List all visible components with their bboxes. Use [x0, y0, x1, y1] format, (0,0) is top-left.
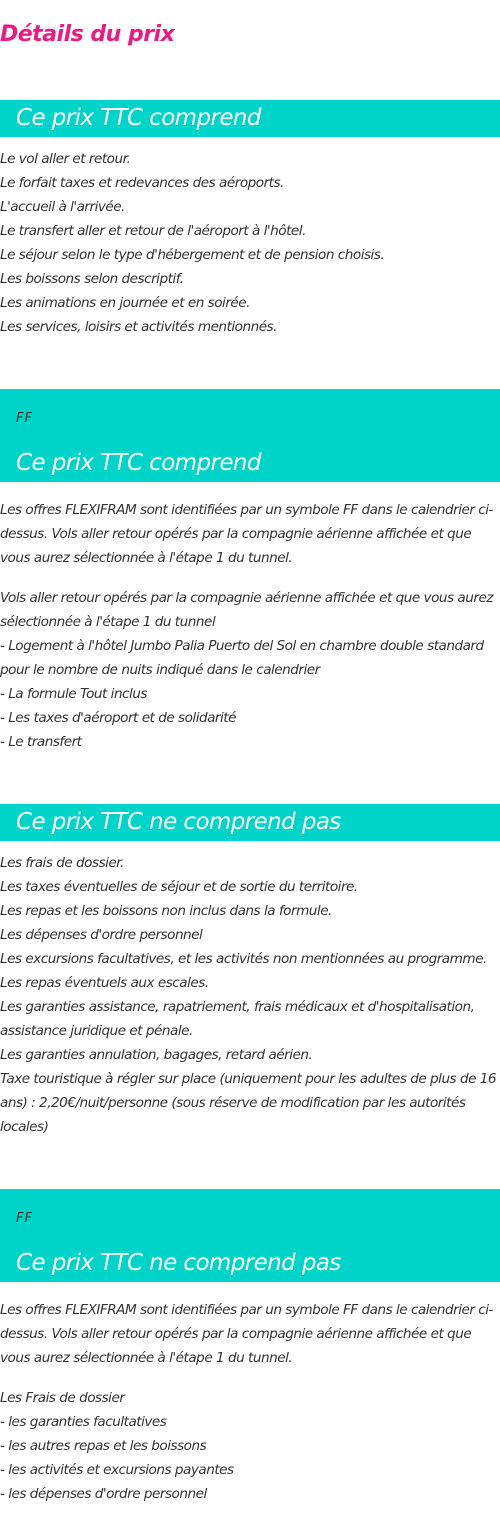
ff-included-intro [0, 498, 500, 570]
list-item: Les repas et les boissons non inclus dans la formule. [0, 903, 332, 919]
section-title: Ce prix TTC comprend [16, 450, 261, 476]
list-item: Les Frais de dossier [0, 1390, 125, 1406]
list-item: L'accueil à l'arrivée. [0, 199, 125, 215]
section-title: Ce prix TTC ne comprend pas [16, 809, 341, 835]
list-item: - les garanties facultatives [0, 1414, 167, 1430]
paragraph: Les offres FLEXIFRAM sont identifiées par un symbole FF dans le calendrier ci-dessus. Vols aller retour opérés par la compagnie aérienne affichée et que vous aurez sélectionnée à l'étape 1 du tunnel. [0, 1302, 493, 1366]
list-item: Les taxes éventuelles de séjour et de sortie du territoire. [0, 879, 358, 895]
not-included-list [0, 851, 500, 1139]
list-item: - La formule Tout inclus [0, 686, 148, 702]
list-item: Le forfait taxes et redevances des aéroports. [0, 175, 284, 191]
list-item: - Les taxes d'aéroport et de solidarité [0, 710, 236, 726]
section-header-not-included [0, 804, 500, 841]
ff-badge: FF [16, 1211, 33, 1226]
list-item: - Logement à l'hôtel Jumbo Palia Puerto del Sol en chambre double standard pour le nombre de nuits indiqué dans le calendrier [0, 638, 484, 678]
list-item: Les garanties assistance, rapatriement, frais médicaux et d'hospitalisation, assistance juridique et pénale. [0, 999, 475, 1039]
list-item: Les repas éventuels aux escales. [0, 975, 209, 991]
list-item: Le transfert aller et retour de l'aéroport à l'hôtel. [0, 223, 306, 239]
list-item: Le séjour selon le type d'hébergement et de pension choisis. [0, 247, 385, 263]
ff-included-details [0, 586, 500, 754]
list-item: Taxe touristique à régler sur place (uniquement pour les adultes de plus de 16 ans) : 2,20€/nuit/personne (sous réserve de modification par les autorités locales) [0, 1071, 497, 1135]
section-title: Ce prix TTC comprend [16, 105, 261, 131]
list-item: Les services, loisirs et activités mentionnés. [0, 319, 277, 335]
included-list [0, 147, 500, 339]
list-item: - les activités et excursions payantes [0, 1462, 234, 1478]
ff-badge: FF [16, 411, 33, 426]
list-item: Les garanties annulation, bagages, retard aérien. [0, 1047, 313, 1063]
paragraph: Les offres FLEXIFRAM sont identifiées par un symbole FF dans le calendrier ci-dessus. Vols aller retour opérés par la compagnie aérienne affichée et que vous aurez sélectionnée à l'étape 1 du tunnel. [0, 502, 493, 566]
list-item: Les dépenses d'ordre personnel [0, 927, 203, 943]
list-item: Les boissons selon descriptif. [0, 271, 184, 287]
page-title: Détails du prix [0, 22, 175, 47]
list-item: Les excursions facultatives, et les activités non mentionnées au programme. [0, 951, 487, 967]
list-item: - les autres repas et les boissons [0, 1438, 207, 1454]
section-header-ff-not-included [0, 1189, 500, 1282]
list-item: - les dépenses d'ordre personnel [0, 1486, 207, 1502]
list-item: Les animations en journée et en soirée. [0, 295, 250, 311]
list-item: Vols aller retour opérés par la compagnie aérienne affichée et que vous aurez sélectionnée à l'étape 1 du tunnel [0, 590, 493, 630]
section-title: Ce prix TTC ne comprend pas [16, 1250, 341, 1276]
list-item: Les frais de dossier. [0, 855, 124, 871]
list-item: - Le transfert [0, 734, 82, 750]
section-header-ff-included [0, 389, 500, 482]
list-item: Le vol aller et retour. [0, 151, 131, 167]
ff-not-included-details [0, 1386, 500, 1506]
section-header-included [0, 100, 500, 137]
ff-not-included-intro [0, 1298, 500, 1370]
